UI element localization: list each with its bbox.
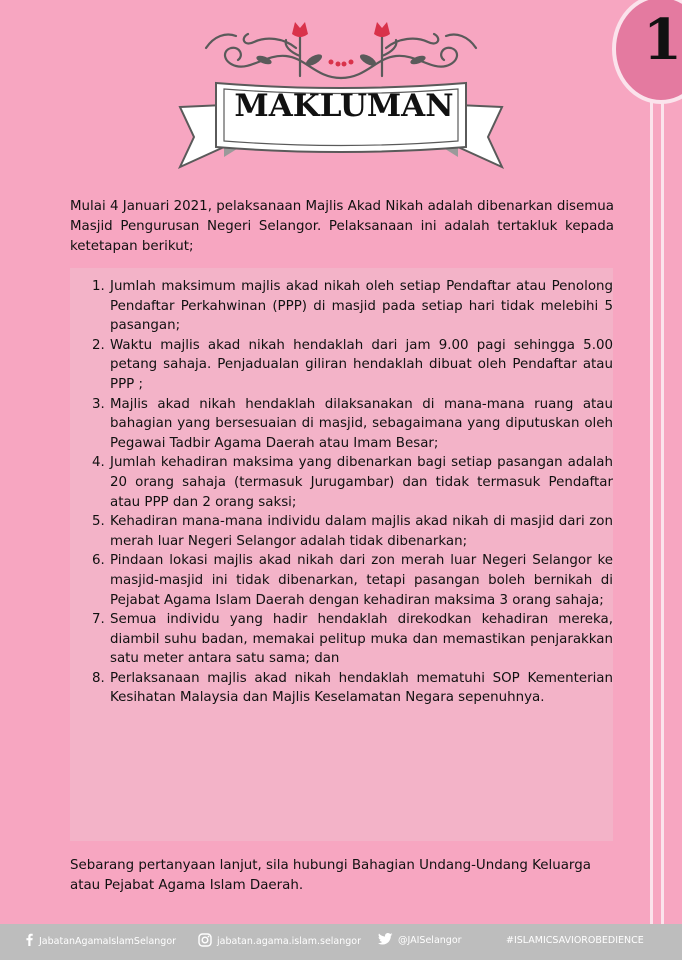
facebook-link[interactable]: JabatanAgamaIslamSelangor	[24, 933, 176, 949]
list-item: 7. Semua individu yang hadir hendaklah direkodkan kehadiran mereka, diambil suhu badan, memakai pelitup muka dan memastikan penjarakkan satu meter antara satu sama; dan	[92, 612, 613, 667]
border-line	[661, 0, 664, 924]
facebook-icon	[24, 933, 34, 949]
list-item: 3. Majlis akad nikah hendaklah dilaksanakan di mana-mana ruang atau bahagian yang bersesuaian di masjid, sebagaimana yang diputuskan oleh Pegawai Tadbir Agama Daerah atau Imam Besar;	[92, 396, 613, 451]
list-item: 1. Jumlah maksimum majlis akad nikah oleh setiap Pendaftar atau Penolong Pendaftar Perkahwinan (PPP) di masjid pada setiap hari tidak melebihi 5 pasangan;	[92, 279, 613, 334]
page-title: MAKLUMAN	[234, 88, 454, 124]
twitter-icon	[378, 933, 393, 948]
footer-bar	[0, 924, 682, 960]
list-item: 2. Waktu majlis akad nikah hendaklah dari jam 9.00 pagi sehingga 5.00 petang sahaja. Penjadualan giliran hendaklah dibuat oleh Pendaftar atau PPP ;	[92, 337, 613, 392]
intro-paragraph: Mulai 4 Januari 2021, pelaksanaan Majlis Akad Nikah adalah dibenarkan disemua Masjid Pengurusan Negeri Selangor. Pelaksanaan ini adalah tertakluk kepada ketetapan berikut;	[70, 199, 614, 254]
conditions-list	[92, 277, 613, 708]
hashtag-label: #ISLAMICSAVIOROBEDIENCE	[506, 935, 644, 946]
twitter-link[interactable]: @JAISelangor	[378, 933, 462, 948]
closing-paragraph: Sebarang pertanyaan lanjut, sila hubungi Bahagian Undang-Undang Keluarga atau Pejabat Agama Islam Daerah.	[70, 858, 591, 893]
list-item: 8. Perlaksanaan majlis akad nikah hendaklah mematuhi SOP Kementerian Kesihatan Malaysia dan Majlis Keselamatan Negara sepenuhnya.	[92, 670, 613, 706]
instagram-link[interactable]: jabatan.agama.islam.selangor	[198, 933, 361, 950]
list-item: 4. Jumlah kehadiran maksima yang dibenarkan bagi setiap pasangan adalah 20 orang sahaja (termasuk Jurugambar) dan tidak termasuk Pendaftar atau PPP dan 2 orang saksi;	[92, 455, 613, 510]
list-item: 6. Pindaan lokasi majlis akad nikah dari zon merah luar Negeri Selangor ke masjid-masjid ini tidak dibenarkan, tetapi pasangan boleh bernikah di Pejabat Agama Islam Daerah dengan kehadiran maksima 3 orang sahaja;	[92, 553, 613, 608]
border-line	[650, 0, 653, 924]
instagram-icon	[198, 933, 212, 950]
list-item: 5. Kehadiran mana-mana individu dalam majlis akad nikah di masjid dari zon merah luar Negeri Selangor adalah tidak dibenarkan;	[92, 514, 613, 549]
page-number: 1	[643, 7, 682, 73]
